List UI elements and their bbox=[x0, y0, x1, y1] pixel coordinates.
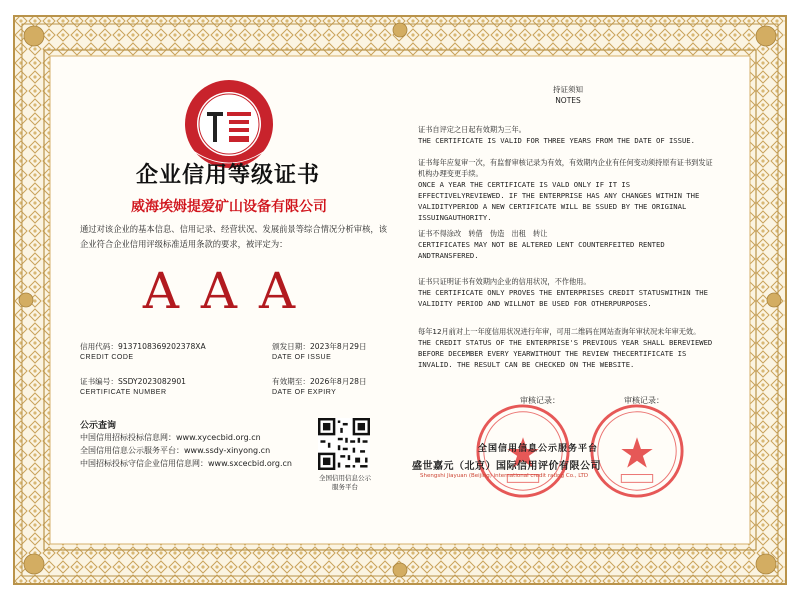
certificate-number-label: 证书编号： bbox=[80, 377, 118, 386]
credit-logo-emblem bbox=[183, 78, 275, 170]
note-1-en: THE CERTIFICATE IS VALID FOR THREE YEARS FROM THE DATE OF ISSUE. bbox=[418, 136, 695, 145]
expiry-date-label: 有效期至： bbox=[272, 377, 310, 386]
review-record-label-1: 审核记录： bbox=[520, 396, 560, 405]
note-4-en: THE CERTIFICATE ONLY PROVES THE ENTERPRISES CREDIT STATUSWITHIN THE VALIDITY PERIOD AND WILLNOT BE USED FOR OTHERPURPOSES. bbox=[418, 288, 708, 308]
issuer-platform: 全国信用信息公示服务平台 bbox=[478, 444, 599, 454]
note-2-en: ONCE A YEAR THE CERTIFICATE IS VALD ONLY IF IT IS EFFECTIVELYREVIEWED. IF THE ENTERPRISE HAS ANY CHANGES WITHIN THE VALIDITYPERIOD A NEW CERTIFICATE WILL BE SSUED BY THE ORIGINAL ISSUINGAUTHORITY. bbox=[418, 180, 700, 222]
note-3-en: CERTIFICATES MAY NOT BE ALTERED LENT COUNTERFEITED RENTED ANDTRANSFERED. bbox=[418, 240, 665, 260]
certificate-number-value: SSDY2023082901 bbox=[117, 377, 186, 386]
credit-code-en: CREDIT CODE bbox=[80, 354, 134, 361]
qr-caption bbox=[305, 474, 385, 492]
intro-text: 通过对该企业的基本信息、信用记录、经营状况、发展前景等综合情况分析审核，该企业符合企业信用评级标准适用条款的要求，被评定为： bbox=[80, 224, 387, 249]
company-name: 威海埃姆提爱矿山设备有限公司 bbox=[131, 199, 327, 215]
note-3-zh: 证书不得涂改 转借 伪造 出租 转让 bbox=[418, 229, 548, 238]
credit-code-field bbox=[80, 341, 206, 363]
issue-date-field bbox=[272, 341, 367, 363]
public-query-heading: 公示查询 bbox=[80, 421, 117, 431]
expiry-date-value: 2026年8月28日 bbox=[309, 377, 367, 386]
public-query-line-2: 全国信用信息公示服务平台：www.ssdy-xinyong.cn bbox=[80, 446, 271, 455]
public-query-line-3: 中国招标投标守信企业信用信息网：www.sxcecbid.org.cn bbox=[80, 459, 292, 468]
expiry-date-field bbox=[272, 376, 367, 398]
issue-date-label: 颁发日期： bbox=[272, 342, 310, 351]
qr-caption-line-1: 全国信用信息公示 bbox=[319, 474, 371, 482]
issue-date-value: 2023年8月29日 bbox=[309, 342, 367, 351]
certificate-title: 企业信用等级证书 bbox=[135, 163, 320, 188]
official-seal-right bbox=[588, 402, 686, 500]
credit-code-value: 91371083692023​78XA bbox=[117, 342, 206, 351]
note-item-5 bbox=[418, 326, 718, 370]
note-item-4 bbox=[418, 276, 718, 309]
credit-rating: AAA bbox=[142, 262, 318, 320]
notes-title-en: NOTES bbox=[555, 96, 581, 105]
qr-caption-line-2: 服务平台 bbox=[332, 483, 358, 491]
note-item-3 bbox=[418, 228, 718, 261]
certificate-number-field bbox=[80, 376, 186, 398]
note-2-zh: 证书每年应复审一次，有监督审核记录为有效，有效期内企业有任何变动须持原有证书到发证机构办理变更手续。 bbox=[418, 158, 713, 178]
certificate-number-en: CERTIFICATE NUMBER bbox=[80, 389, 167, 396]
note-item-1 bbox=[418, 124, 718, 146]
public-query-line-1: 中国信用招标投标信息网：www.xycecbid.org.cn bbox=[80, 433, 261, 442]
note-5-zh: 每年12月前对上一年度信用状况进行年审，可用二维码在网站查询年审状况未年审无效。 bbox=[418, 327, 701, 336]
notes-title bbox=[528, 84, 608, 106]
issuer-company-en: Shengshi Jiayuan (Beijing) international credit rating Co., LTD bbox=[420, 473, 589, 479]
note-4-zh: 证书只证明证书有效期内企业的信用状况，不作他用。 bbox=[418, 277, 591, 286]
notes-title-zh: 持证须知 bbox=[553, 85, 583, 94]
expiry-date-en: DATE OF EXPIRY bbox=[272, 389, 337, 396]
review-record-label-2: 审核记录： bbox=[624, 396, 664, 405]
credit-code-label: 信用代码： bbox=[80, 342, 118, 351]
note-5-en: THE CREDIT STATUS OF THE ENTERPRISE'S PREVIOUS YEAR SHALL BEREVIEWED BEFORE DECEMBER EVERY YEARWITHOUT THE REVIEW THECERTIFICATE IS INVALID. THE RESULT CAN BE CHECKED ON THE WEBSITE. bbox=[418, 338, 713, 369]
note-1-zh: 证书自评定之日起有效期为三年。 bbox=[418, 125, 526, 134]
issue-date-en: DATE OF ISSUE bbox=[272, 354, 332, 361]
note-item-2 bbox=[418, 157, 718, 223]
qr-code[interactable] bbox=[318, 418, 370, 470]
issuer-company: 盛世嘉元（北京）国际信用评价有限公司 bbox=[412, 461, 601, 472]
